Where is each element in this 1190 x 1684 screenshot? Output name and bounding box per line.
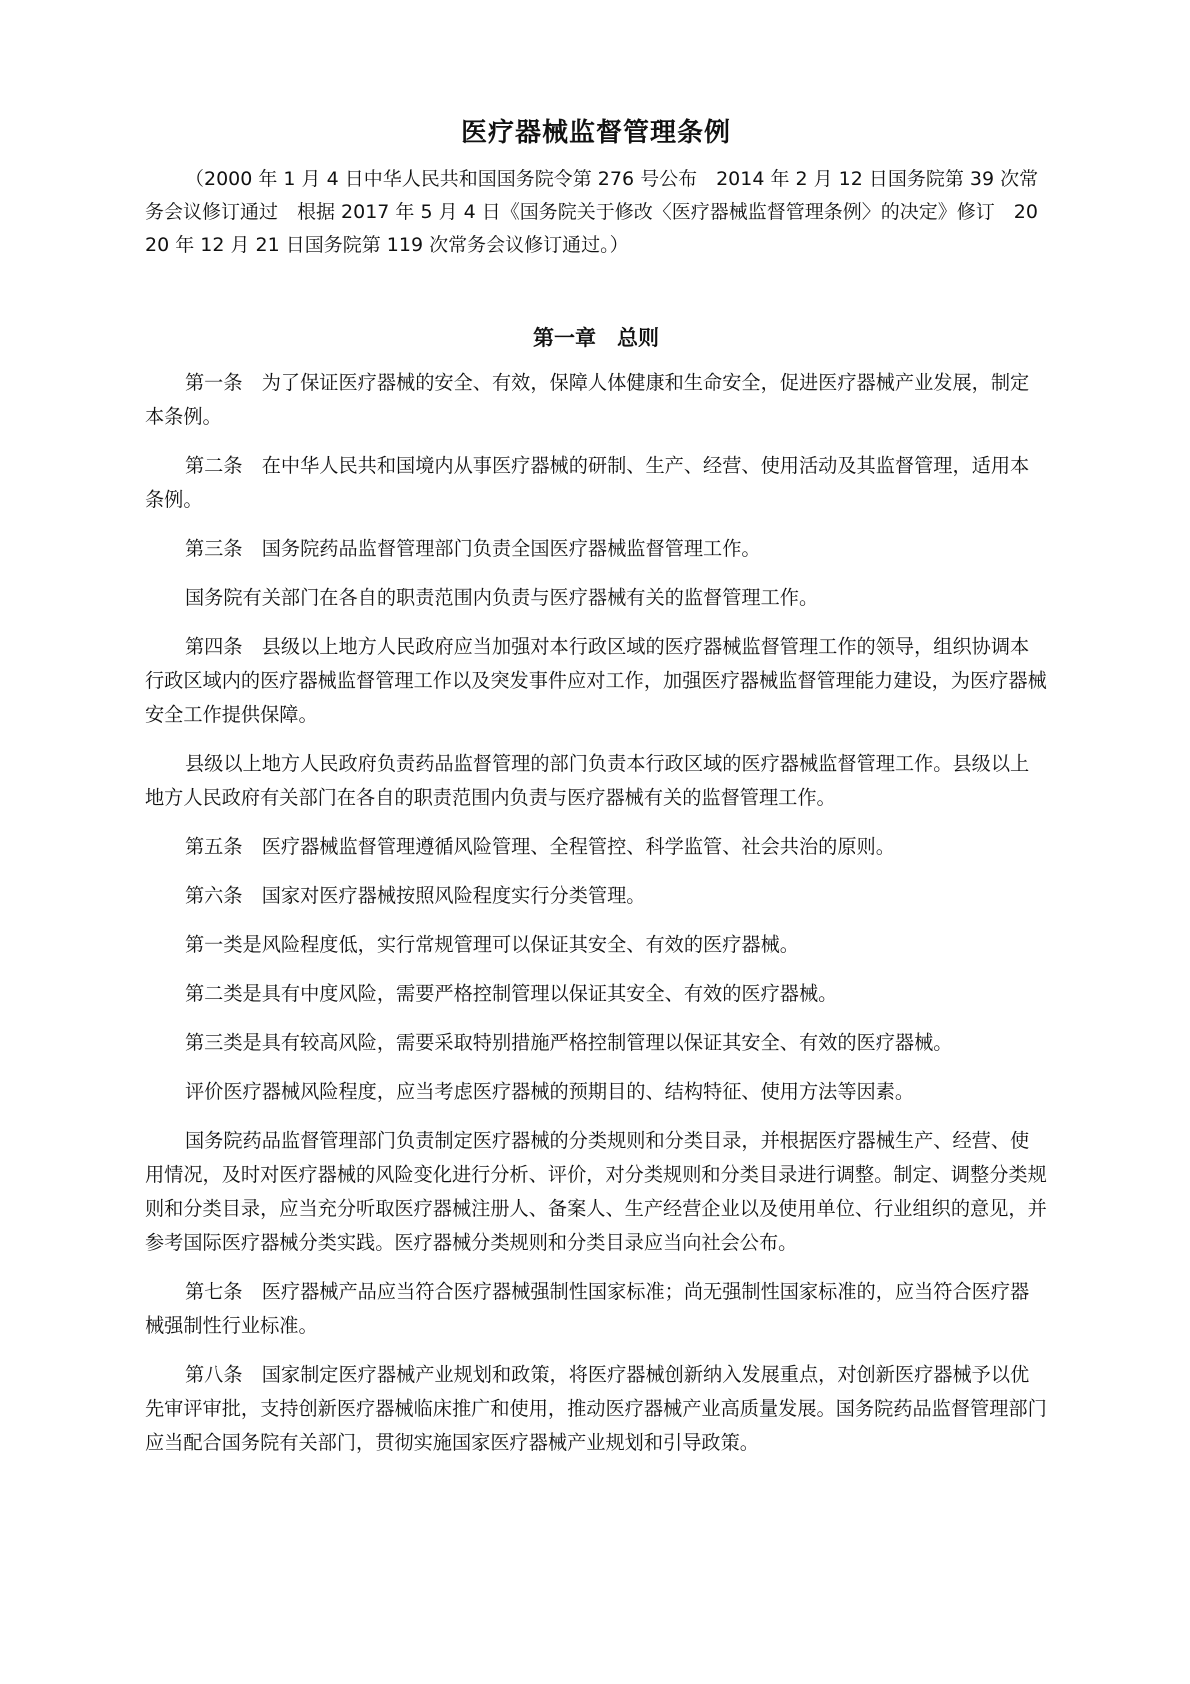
paragraph: 第三类是具有较高风险，需要采取特别措施严格控制管理以保证其安全、有效的医疗器械。 [185,1031,953,1054]
paragraph: 第四条 县级以上地方人民政府应当加强对本行政区域的医疗器械监督管理工作的领导，组织协调本行政区域内的医疗器械监督管理工作以及突发事件应对工作，加强医疗器械监督管理能力建设，为医疗器械安全工作提供保障。 [145,635,1047,726]
document-subtitle: （2000 年 1 月 4 日中华人民共和国国务院令第 276 号公布 2014 年 2 月 12 日国务院第 39 次常务会议修订通过 根据 2017 年 5 月 4 日《国务院关于修改〈医疗器械监督管理条例〉的决定》修订 2020 年 12 月 21 日国务院第 119 次常务会议修订通过。） [145,168,1039,256]
paragraph: 评价医疗器械风险程度，应当考虑医疗器械的预期目的、结构特征、使用方法等因素。 [185,1080,915,1103]
paragraph: 第六条 国家对医疗器械按照风险程度实行分类管理。 [185,884,646,907]
document-title: 医疗器械监督管理条例 [460,118,731,148]
chapter-heading: 第一章 总则 [533,326,659,350]
paragraph: 第七条 医疗器械产品应当符合医疗器械强制性国家标准；尚无强制性国家标准的，应当符合医疗器械强制性行业标准。 [145,1280,1030,1337]
paragraph: 县级以上地方人民政府负责药品监督管理的部门负责本行政区域的医疗器械监督管理工作。县级以上地方人民政府有关部门在各自的职责范围内负责与医疗器械有关的监督管理工作。 [145,752,1030,809]
paragraph: 第一条 为了保证医疗器械的安全、有效，保障人体健康和生命安全，促进医疗器械产业发展，制定本条例。 [145,371,1030,428]
chapter-paragraphs [145,366,1047,1460]
paragraph: 第五条 医疗器械监督管理遵循风险管理、全程管控、科学监管、社会共治的原则。 [185,835,895,858]
paragraph: 国务院有关部门在各自的职责范围内负责与医疗器械有关的监督管理工作。 [185,586,819,609]
paragraph: 第二类是具有中度风险，需要严格控制管理以保证其安全、有效的医疗器械。 [185,982,838,1005]
paragraph: 第三条 国务院药品监督管理部门负责全国医疗器械监督管理工作。 [185,537,761,560]
paragraph: 第一类是风险程度低，实行常规管理可以保证其安全、有效的医疗器械。 [185,933,799,956]
paragraph: 第二条 在中华人民共和国境内从事医疗器械的研制、生产、经营、使用活动及其监督管理，适用本条例。 [145,454,1030,511]
paragraph: 第八条 国家制定医疗器械产业规划和政策，将医疗器械创新纳入发展重点，对创新医疗器械予以优先审评审批，支持创新医疗器械临床推广和使用，推动医疗器械产业高质量发展。国务院药品监督管理部门应当配合国务院有关部门，贯彻实施国家医疗器械产业规划和引导政策。 [145,1363,1047,1454]
document-body [145,113,1047,1475]
paragraph: 国务院药品监督管理部门负责制定医疗器械的分类规则和分类目录，并根据医疗器械生产、经营、使用情况，及时对医疗器械的风险变化进行分析、评价，对分类规则和分类目录进行调整。制定、调整分类规则和分类目录，应当充分听取医疗器械注册人、备案人、生产经营企业以及使用单位、行业组织的意见，并参考国际医疗器械分类实践。医疗器械分类规则和分类目录应当向社会公布。 [145,1129,1047,1254]
